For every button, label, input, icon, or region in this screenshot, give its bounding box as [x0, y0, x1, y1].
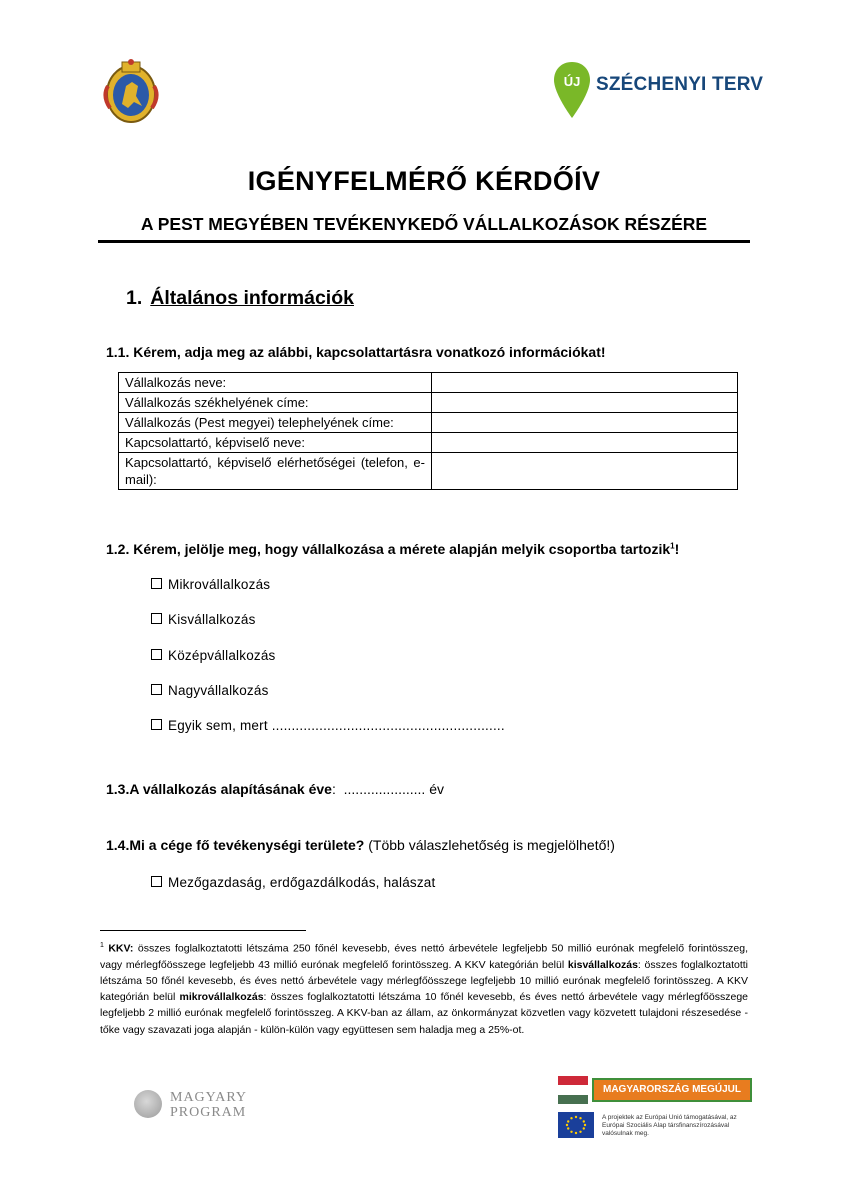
- footnote-text: : összes foglalkoztatotti létszáma 50 főnél kevesebb, és éves nettó árbevétele vagy mérlegfőösszege legfeljebb 10 millió eurónak megfelelő forintösszeg. A KKV kategórián belül: [100, 958, 748, 1004]
- contact-info-table: [118, 372, 738, 490]
- row-label: Kapcsolattartó, képviselő elérhetőségei (telefon, e-mail):: [119, 453, 432, 490]
- page-subtitle: A PEST MEGYÉBEN TEVÉKENYKEDŐ VÁLLALKOZÁSOK RÉSZÉRE: [140, 214, 708, 234]
- checkbox-icon[interactable]: [151, 719, 162, 730]
- table-row: [119, 453, 738, 490]
- szechenyi-terv-logo: [548, 56, 764, 126]
- title-divider: [98, 240, 750, 243]
- magyary-line-2: PROGRAM: [170, 1105, 247, 1120]
- question-1-1: [106, 344, 606, 360]
- magyarorszag-megujul-banner: [556, 1072, 746, 1150]
- size-option-none[interactable]: [151, 718, 505, 733]
- pest-county-crest-logo: [98, 56, 164, 128]
- question-1-3: [106, 781, 444, 797]
- szechenyi-terv-text: SZÉCHENYI TERV: [596, 74, 764, 95]
- row-value-field[interactable]: [432, 433, 738, 453]
- question-1-2: [106, 541, 679, 557]
- option-label: Középvállalkozás: [168, 648, 276, 663]
- question-note: (Több válaszlehetőség is megjelölhető!): [368, 837, 615, 853]
- table-row: [119, 433, 738, 453]
- table-row: [119, 413, 738, 433]
- footnote-term-small: kisvállalkozás: [567, 958, 638, 971]
- option-label: Nagyvállalkozás: [168, 683, 269, 698]
- question-text: Kérem, jelölje meg, hogy vállalkozása a mérete alapján melyik csoportba tartozik: [133, 541, 671, 557]
- option-label: Egyik sem, mert ...........................................................: [168, 718, 505, 733]
- activity-option-agriculture[interactable]: [151, 875, 435, 890]
- question-1-4: [106, 837, 615, 853]
- section-heading: [126, 287, 354, 310]
- eu-flag-icon: [558, 1112, 594, 1138]
- size-option-medium[interactable]: [151, 648, 276, 663]
- checkbox-icon[interactable]: [151, 876, 162, 887]
- checkbox-icon[interactable]: [151, 613, 162, 624]
- question-number: 1.4.: [106, 837, 130, 853]
- footnote-ref: 1: [670, 541, 675, 551]
- size-option-small[interactable]: [151, 612, 256, 627]
- footnote-number: 1: [100, 942, 104, 949]
- option-label: Mezőgazdaság, erdőgazdálkodás, halászat: [168, 875, 436, 890]
- magyary-program-logo: [134, 1088, 274, 1124]
- size-option-micro[interactable]: [151, 577, 270, 592]
- checkbox-icon[interactable]: [151, 578, 162, 589]
- question-colon: :: [331, 781, 336, 797]
- option-label: Mikrovállalkozás: [168, 577, 271, 592]
- page-title: IGÉNYFELMÉRŐ KÉRDŐÍV: [247, 166, 601, 196]
- checkbox-icon[interactable]: [151, 684, 162, 695]
- section-number: 1.: [126, 287, 143, 309]
- question-number: 1.2.: [106, 541, 130, 557]
- footnote-text: : összes foglalkoztatotti létszáma 10 főnél kevesebb, és éves nettó árbevétele vagy mérlegfőösszege legfeljebb 2 millió eurónak megfelelő forintösszeg. A KKV-ban az állam, az önkormányzat közvetlen vagy közvetett tulajdoni részesedése - tőke vagy szavazati joga alapján - külön-külön vagy együttesen sem haladja meg a 25%-ot.: [100, 991, 748, 1036]
- question-end: !: [674, 541, 680, 557]
- question-number: 1.3.: [106, 781, 130, 797]
- footnote-term-micro: mikrovállalkozás: [179, 991, 264, 1004]
- footnote: [100, 938, 748, 1038]
- map-pin-icon: [552, 60, 592, 120]
- row-label: Vállalkozás székhelyének címe:: [119, 393, 432, 413]
- row-label: Vállalkozás neve:: [119, 373, 432, 393]
- banner-title: MAGYARORSZÁG MEGÚJUL: [592, 1078, 752, 1102]
- section-name: Általános információk: [150, 287, 354, 309]
- question-number: 1.1.: [106, 344, 130, 360]
- table-row: [119, 373, 738, 393]
- question-text: Mi a cége fő tevékenységi területe?: [129, 837, 365, 853]
- size-option-large[interactable]: [151, 683, 269, 698]
- magyary-text: [170, 1090, 247, 1120]
- row-label: Vállalkozás (Pest megyei) telephelyének címe:: [119, 413, 432, 433]
- hungarian-flag-icon: [558, 1076, 588, 1104]
- footnote-divider: [100, 930, 306, 931]
- szt-pin-text: ÚJ: [563, 74, 581, 89]
- table-row: [119, 393, 738, 413]
- question-text: Kérem, adja meg az alábbi, kapcsolattartásra vonatkozó információkat!: [133, 344, 606, 360]
- magyary-line-1: MAGYARY: [170, 1090, 248, 1105]
- eu-funding-text: A projektek az Európai Unió támogatásával, az Európai Szociális Alap társfinanszírozásával valósulnak meg.: [602, 1114, 737, 1137]
- question-text: A vállalkozás alapításának éve: [129, 781, 332, 797]
- checkbox-icon[interactable]: [151, 649, 162, 660]
- row-label: Kapcsolattartó, képviselő neve:: [119, 433, 432, 453]
- row-value-field[interactable]: [432, 373, 738, 393]
- footnote-text: összes foglalkoztatotti létszáma 250 főnél kevesebb, éves nettó árbevétele legfeljebb 50 millió eurónak megfelelő forintösszeg, vagy mérlegfőösszege legfeljebb 43 millió eurónak megfelelő forintösszeg. A KKV kategórián belül: [100, 942, 748, 971]
- option-label: Kisvállalkozás: [168, 612, 256, 627]
- magyary-portrait-icon: [134, 1090, 162, 1118]
- row-value-field[interactable]: [432, 413, 738, 433]
- footnote-term-kkv: KKV:: [108, 942, 134, 955]
- founding-year-field[interactable]: ..................... év: [343, 781, 444, 797]
- row-value-field[interactable]: [432, 453, 738, 490]
- row-value-field[interactable]: [432, 393, 738, 413]
